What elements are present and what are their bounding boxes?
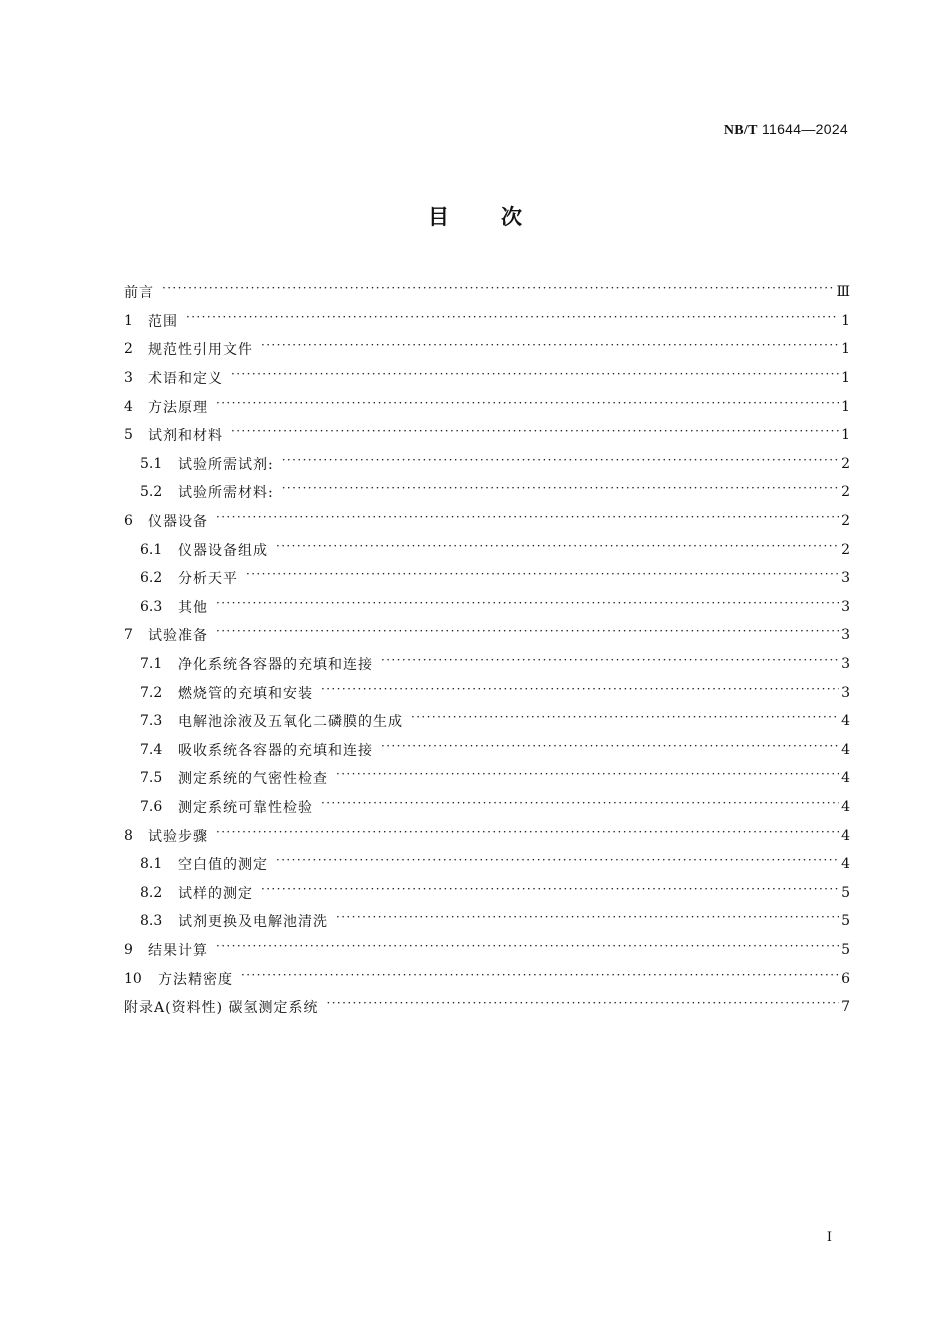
toc-entry-number: 6.1 [140,541,163,558]
toc-leader-dots [321,798,839,816]
toc-entry-page: 4 [841,798,850,815]
toc-leader-dots [216,512,839,530]
toc-entry-number: 7 [124,627,133,644]
toc-entry-number: 8.3 [140,913,163,930]
toc-entry-number: 9 [124,941,133,958]
toc-entry-page: 1 [841,312,850,329]
toc-entry-page: 2 [841,513,850,530]
toc-entry[interactable] [124,707,850,736]
toc-entry-page: 4 [841,856,850,873]
toc-entry-page: 3 [841,684,850,701]
toc-entry[interactable] [124,593,850,622]
toc-entry-number: 7.2 [140,684,163,701]
standard-code [724,121,848,139]
toc-entry-label: 规范性引用文件 [148,342,253,359]
toc-entry-label: 试验所需材料: [178,485,274,502]
toc-entry-page: 3 [841,627,850,644]
toc-leader-dots [241,970,839,988]
toc-entry[interactable] [124,335,850,364]
toc-entry-page: 3 [841,598,850,615]
toc-entry-label: 方法精密度 [158,971,233,988]
toc-entry-number: 5.2 [140,484,163,501]
toc-leader-dots [381,741,839,759]
toc-entry-label: 方法原理 [148,399,208,416]
toc-leader-dots [216,626,839,644]
toc-leader-dots [216,398,839,416]
toc-leader-dots [411,712,839,730]
toc-entry[interactable] [124,878,850,907]
toc-entry-number: 8 [124,827,133,844]
toc-entry-label: 试样的测定 [178,885,253,902]
standard-number: 11644—2024 [761,121,848,137]
toc-leader-dots [231,426,839,444]
toc-entry-number: 3 [124,370,133,387]
toc-entry-label: 附录A(资料性) 碳氢测定系统 [124,1000,319,1017]
toc-leader-dots [336,912,839,930]
toc-entry-page: 2 [841,484,850,501]
toc-entry-page: 3 [841,656,850,673]
toc-leader-dots [282,483,839,501]
toc-entry-label: 电解池涂液及五氧化二磷膜的生成 [178,714,403,731]
toc-leader-dots [261,884,839,902]
toc-leader-dots [186,312,839,330]
toc-entry-page: 5 [841,941,850,958]
toc-leader-dots [276,855,839,873]
toc-entry-label: 净化系统各容器的充填和连接 [178,657,373,674]
toc-entry-label: 前言 [124,285,154,302]
toc-entry-number: 4 [124,398,133,415]
toc-entry-page: 2 [841,541,850,558]
toc-entry-label: 试验准备 [148,628,208,645]
toc-entry-page: 1 [841,341,850,358]
toc-entry-number: 1 [124,312,133,329]
toc-entry-page: 4 [841,713,850,730]
title-char-right: 次 [501,205,522,229]
toc-entry-label: 测定系统的气密性检查 [178,771,328,788]
toc-entry-page: 4 [841,827,850,844]
toc-entry[interactable] [124,621,850,650]
toc-entry-label: 仪器设备 [148,514,208,531]
toc-entry-number: 5 [124,427,133,444]
toc-entry-page: 4 [841,770,850,787]
toc-leader-dots [231,369,839,387]
toc-entry-page: 1 [841,427,850,444]
toc-entry[interactable] [124,535,850,564]
toc-entry-label: 试剂和材料 [148,428,223,445]
toc-entry[interactable] [124,450,850,479]
toc-leader-dots [282,455,839,473]
toc-entry-page: 7 [841,999,850,1016]
toc-leader-dots [162,283,834,301]
footer-page-number: I [826,1230,832,1245]
toc-entry-number: 7.6 [140,798,163,815]
toc-entry[interactable] [124,736,850,765]
toc-entry-page: 6 [841,970,850,987]
toc-entry-page: 2 [841,455,850,472]
toc-leader-dots [276,541,839,559]
toc-entry[interactable] [124,821,850,850]
toc-entry-number: 8.2 [140,884,163,901]
toc-entry[interactable] [124,907,850,936]
toc-entry-page: Ⅲ [836,284,850,301]
toc-entry-number: 7.4 [140,741,163,758]
toc-entry[interactable] [124,936,850,965]
toc-entry[interactable] [124,850,850,879]
toc-entry-number: 6 [124,513,133,530]
toc-entry-label: 分析天平 [178,571,238,588]
toc-entry[interactable] [124,964,850,993]
toc-leader-dots [336,769,839,787]
toc-leader-dots [216,598,839,616]
toc-entry-label: 仪器设备组成 [178,542,268,559]
toc-entry-number: 6.3 [140,598,163,615]
toc-entry[interactable] [124,307,850,336]
toc-leader-dots [326,998,839,1016]
toc-entry[interactable] [124,278,850,307]
title-char-left: 目 [428,205,449,229]
toc-entry-label: 燃烧管的充填和安装 [178,685,313,702]
table-of-contents [124,278,850,1021]
toc-entry-number: 7.1 [140,656,163,673]
toc-entry[interactable] [124,392,850,421]
toc-entry[interactable] [124,678,850,707]
toc-entry-number: 8.1 [140,856,163,873]
toc-entry-page: 1 [841,370,850,387]
page-title [0,201,950,231]
toc-entry-label: 测定系统可靠性检验 [178,799,313,816]
toc-entry-number: 10 [124,970,142,987]
toc-entry[interactable] [124,793,850,822]
standard-prefix: NB/T [723,123,758,138]
toc-entry-number: 5.1 [140,455,163,472]
toc-entry-number: 6.2 [140,570,163,587]
toc-leader-dots [216,941,839,959]
toc-entry-number: 7.3 [140,713,163,730]
toc-entry[interactable] [124,421,850,450]
toc-entry-number: 2 [124,341,133,358]
toc-leader-dots [381,655,839,673]
toc-entry-label: 试验所需试剂: [178,456,274,473]
toc-entry-label: 结果计算 [148,942,208,959]
toc-entry-label: 试验步骤 [148,828,208,845]
toc-entry-label: 空白值的测定 [178,857,268,874]
toc-entry[interactable] [124,564,850,593]
toc-entry[interactable] [124,764,850,793]
toc-entry-page: 1 [841,398,850,415]
toc-entry-label: 术语和定义 [148,371,223,388]
toc-leader-dots [216,827,839,845]
toc-entry-page: 3 [841,570,850,587]
toc-entry[interactable] [124,650,850,679]
toc-entry-page: 4 [841,741,850,758]
toc-entry-number: 7.5 [140,770,163,787]
toc-leader-dots [261,340,839,358]
toc-entry-label: 其他 [178,599,208,616]
toc-leader-dots [321,684,839,702]
toc-entry[interactable] [124,993,850,1022]
toc-entry[interactable] [124,507,850,536]
toc-entry[interactable] [124,478,850,507]
toc-entry-label: 试剂更换及电解池清洗 [178,914,328,931]
toc-entry-page: 5 [841,884,850,901]
toc-leader-dots [246,569,839,587]
toc-entry[interactable] [124,364,850,393]
toc-entry-page: 5 [841,913,850,930]
toc-entry-label: 吸收系统各容器的充填和连接 [178,742,373,759]
toc-entry-label: 范围 [148,313,178,330]
